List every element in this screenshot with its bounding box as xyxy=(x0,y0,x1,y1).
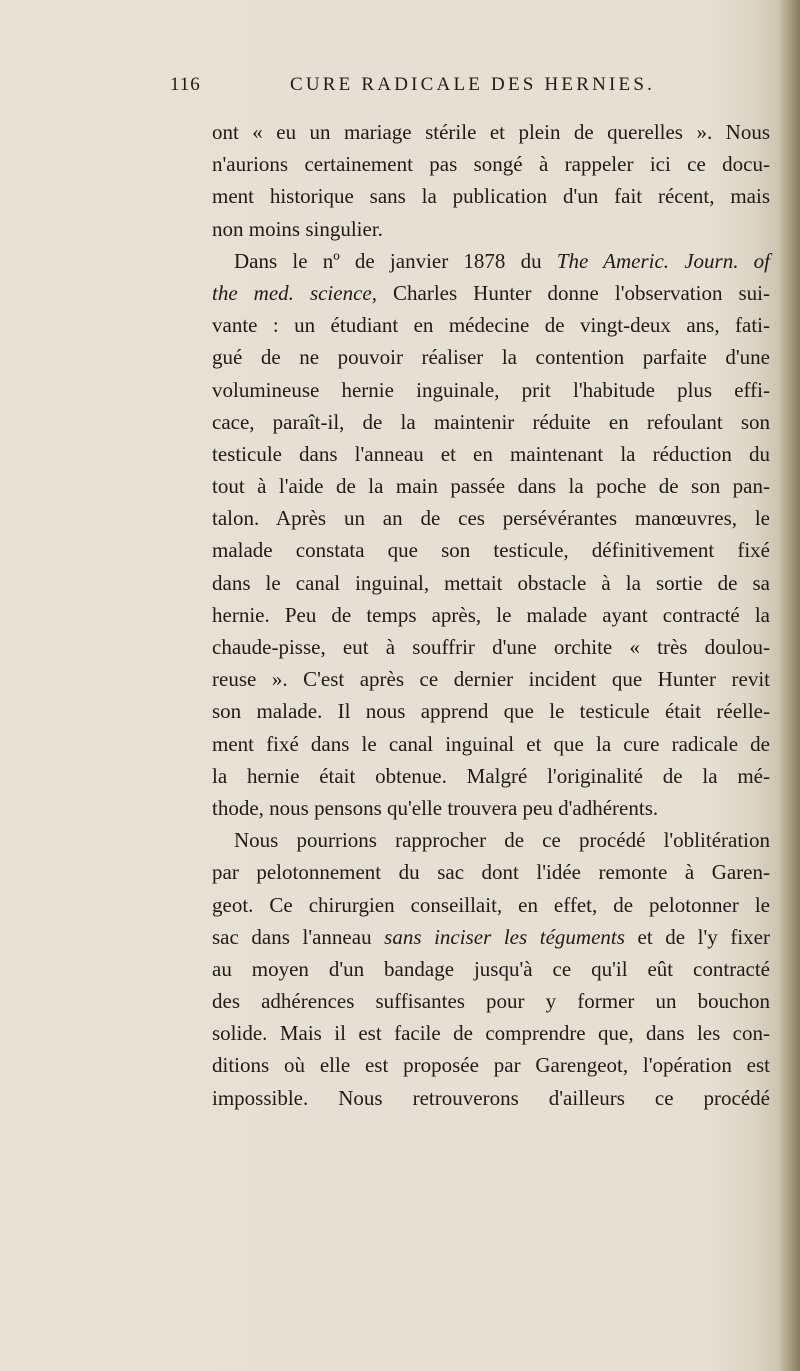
text-line: volumineuse hernie inguinale, prit l'habitude plus effi- xyxy=(212,377,770,402)
text-line: solide. Mais il est facile de comprendre que, dans les con- xyxy=(212,1021,770,1046)
text-line: geot. Ce chirurgien conseillait, en effet, de pelotonner le xyxy=(212,892,770,917)
text-line: Nous pourrions rapprocher de ce procédé l'oblitération xyxy=(234,828,770,853)
text-line: ment fixé dans le canal inguinal et que la cure radicale de xyxy=(212,731,770,756)
body-text xyxy=(212,116,770,1114)
text-line: au moyen d'un bandage jusqu'à ce qu'il eût contracté xyxy=(212,956,770,981)
text-line: non moins singulier. xyxy=(212,216,383,241)
italic-text: the med. science, xyxy=(212,280,377,305)
text-line: sac dans l'anneau sans inciser les téguments et de l'y fixer xyxy=(212,924,770,949)
text-line: vante : un étudiant en médecine de vingt-deux ans, fati- xyxy=(212,313,770,338)
text-line: ment historique sans la publication d'un fait récent, mais xyxy=(212,184,770,209)
text-line: ont « eu un mariage stérile et plein de querelles ». Nous xyxy=(212,120,770,144)
text-line: reuse ». C'est après ce dernier incident que Hunter revit xyxy=(212,667,770,692)
text-line: cace, paraît-il, de la maintenir réduite en refoulant son xyxy=(212,409,770,434)
text-line: impossible. Nous retrouverons d'ailleurs ce procédé xyxy=(212,1085,770,1110)
page-edge-shadow xyxy=(778,0,800,1371)
text-line: gué de ne pouvoir réaliser la contention parfaite d'une xyxy=(212,345,770,370)
text-line: la hernie était obtenue. Malgré l'originalité de la mé- xyxy=(212,763,770,788)
text-line: ditions où elle est proposée par Garengeot, l'opération est xyxy=(212,1053,770,1078)
text-line: tout à l'aide de la main passée dans la poche de son pan- xyxy=(212,474,770,499)
text-line: the med. science, Charles Hunter donne l'observation sui- xyxy=(212,280,770,305)
italic-text: sans inciser les téguments xyxy=(384,924,625,949)
text-line: dans le canal inguinal, mettait obstacle à la sortie de sa xyxy=(212,570,770,595)
text-line: des adhérences suffisantes pour y former un bouchon xyxy=(212,989,770,1014)
text-line: talon. Après un an de ces persévérantes manœuvres, le xyxy=(212,506,770,531)
page-number: 116 xyxy=(170,74,201,95)
text-line: Dans le nº de janvier 1878 du The Americ. Journ. of xyxy=(234,248,771,273)
text-line: chaude-pisse, eut à souffrir d'une orchite « très doulou- xyxy=(212,635,770,659)
text-line: par pelotonnement du sac dont l'idée remonte à Garen- xyxy=(212,860,770,885)
text-line: thode, nous pensons qu'elle trouvera peu d'adhérents. xyxy=(212,795,659,820)
text-line: testicule dans l'anneau et en maintenant la réduction du xyxy=(212,441,770,466)
text-line: hernie. Peu de temps après, le malade ayant contracté la xyxy=(212,602,770,627)
italic-text: The Americ. Journ. of xyxy=(556,248,771,273)
text-line: malade constata que son testicule, définitivement fixé xyxy=(212,538,770,563)
running-title: CURE RADICALE DES HERNIES. xyxy=(290,74,656,95)
text-line: son malade. Il nous apprend que le testicule était réelle- xyxy=(212,699,770,724)
running-header xyxy=(170,74,730,104)
text-line: n'aurions certainement pas songé à rappeler ici ce docu- xyxy=(212,152,770,177)
